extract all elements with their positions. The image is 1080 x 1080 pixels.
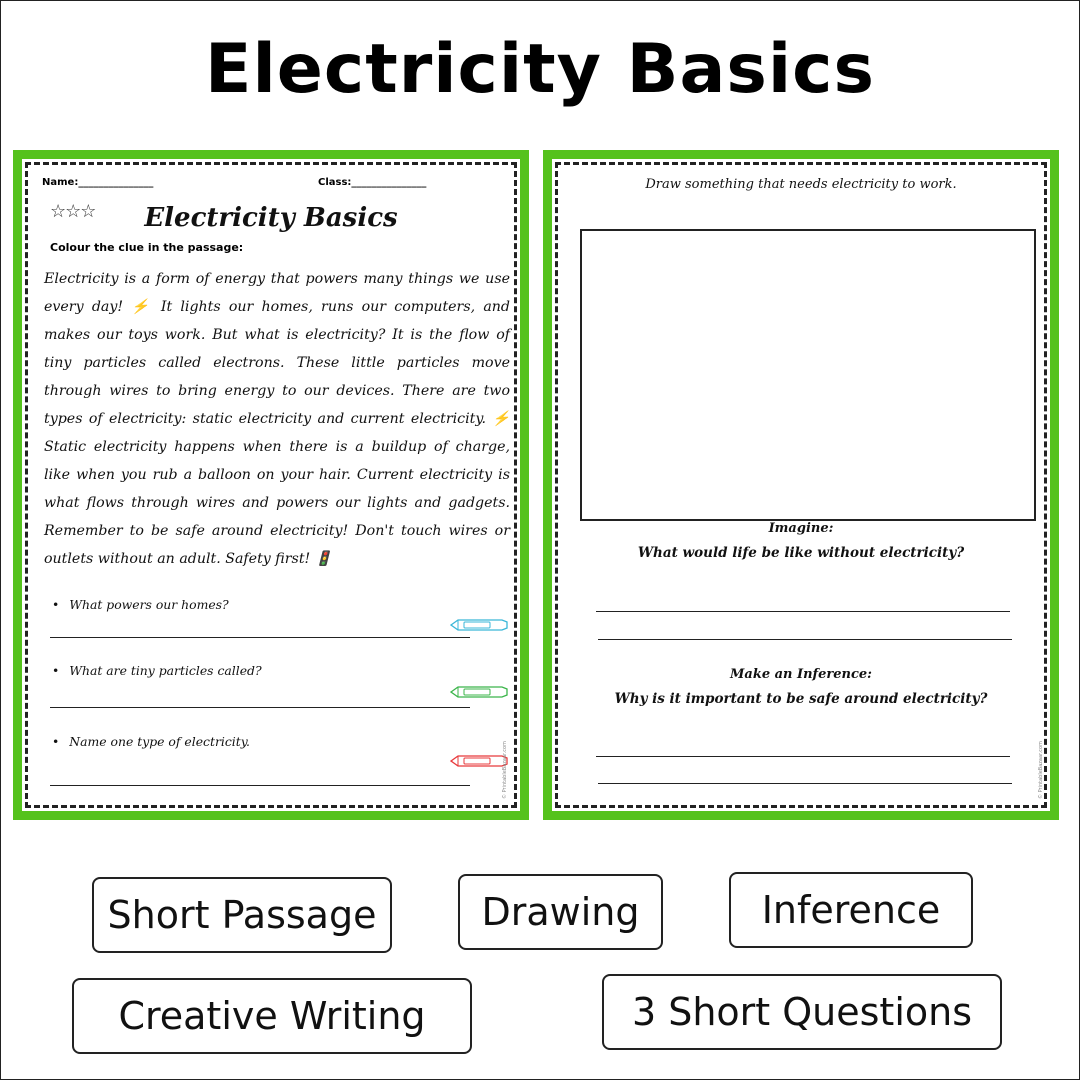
answer-line-2[interactable] (50, 707, 470, 708)
page-inner (22, 159, 520, 811)
tag-drawing: Drawing (458, 874, 663, 950)
crayon-icon-blue (450, 617, 508, 633)
class-label: Class:_______________ (318, 177, 427, 188)
imagine-question: What would life be like without electricity? (637, 545, 965, 561)
passage-text: Electricity is a form of energy that powers many things we use every day! ⚡ It lights our homes, runs our computers, and makes our toys work. But what is electricity? It is the flow of tiny particles called electrons. These little particles move through wires to bring energy to our devices. There are two types of electricity: static electricity and current electricity. ⚡ Static electricity happens when there is a buildup of charge, like when you rub a balloon on your hair. Current electricity is what flows through wires and powers our lights and gadgets. Remember to be safe around electricity! Don't touch wires or outlets without an adult. Safety first! 🚦 (44, 271, 510, 567)
bullet: • (52, 597, 60, 612)
question-2-text: What are tiny particles called? (69, 663, 262, 678)
crayon-icon-green (450, 684, 508, 700)
answer-line-1[interactable] (50, 637, 470, 638)
name-label: Name:_______________ (42, 177, 154, 188)
page-inner (552, 159, 1050, 811)
watermark: © PrintableBazaar.com (502, 741, 508, 799)
question-3-text: Name one type of electricity. (69, 734, 250, 749)
instruction-text: Colour the clue in the passage: (50, 241, 244, 254)
draw-prompt: Draw something that needs electricity to work. (645, 177, 957, 192)
bullet: • (52, 734, 60, 749)
watermark: © PrintableBazaar.com (1038, 741, 1044, 799)
worksheet-page-activities (543, 150, 1059, 820)
question-1-text: What powers our homes? (69, 597, 229, 612)
drawing-area[interactable] (580, 229, 1036, 521)
crayon-icon-red (450, 753, 508, 769)
tag-inference: Inference (729, 872, 973, 948)
tag-creative-writing: Creative Writing (72, 978, 472, 1054)
imagine-answer-line-2[interactable] (598, 639, 1012, 640)
inference-answer-line-2[interactable] (598, 783, 1012, 784)
answer-line-3[interactable] (50, 785, 470, 786)
rating-stars-icon: ☆☆☆ (50, 201, 96, 222)
question-3 (52, 734, 250, 749)
worksheet-title: Electricity Basics (144, 203, 398, 233)
bullet: • (52, 663, 60, 678)
imagine-heading: Imagine: (768, 521, 834, 536)
tag-short-passage: Short Passage (92, 877, 392, 953)
inference-answer-line-1[interactable] (596, 756, 1010, 757)
worksheet-page-passage (13, 150, 529, 820)
inference-question: Why is it important to be safe around electricity? (614, 691, 988, 707)
imagine-answer-line-1[interactable] (596, 611, 1010, 612)
question-1 (52, 597, 229, 612)
tag-3-short-questions: 3 Short Questions (602, 974, 1002, 1050)
inference-heading: Make an Inference: (730, 667, 872, 682)
main-title: Electricity Basics (205, 30, 875, 109)
question-2 (52, 663, 262, 678)
